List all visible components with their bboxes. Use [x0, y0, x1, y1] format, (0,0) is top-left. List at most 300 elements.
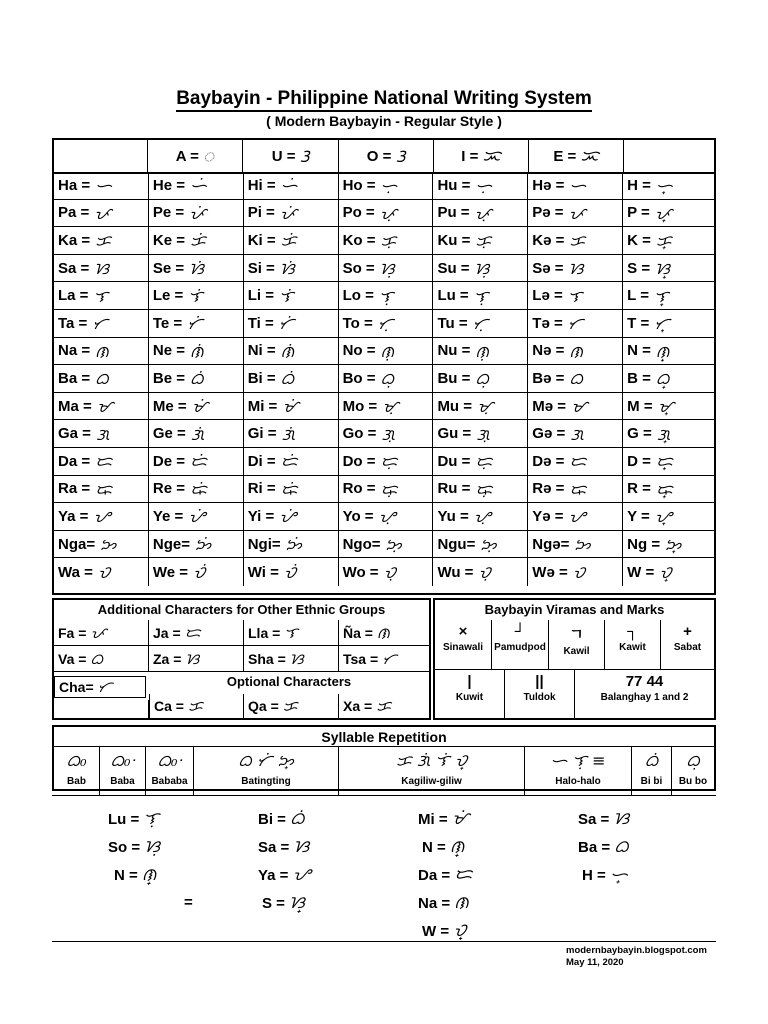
- syllable-label: Ngə=: [532, 535, 570, 553]
- footer-site: modernbaybayin.blogspot.com: [566, 945, 707, 956]
- syllable-cell: [244, 531, 339, 558]
- syllable-cell: [433, 503, 528, 530]
- syllable-cell: [623, 338, 718, 365]
- syllable-cell: [433, 393, 528, 420]
- syllable-cell: [433, 227, 528, 254]
- baybayin-glyph: ᜑ: [569, 176, 587, 196]
- syllable-cell: [244, 476, 339, 503]
- baybayin-glyph: ᜐ: [94, 259, 110, 279]
- baybayin-glyph: ᜈᜓ: [475, 341, 489, 361]
- syllable-cell: [339, 282, 434, 309]
- syllable-label: Nu =: [437, 342, 471, 360]
- syllable-cell: [339, 503, 434, 530]
- baybayin-glyph: ᜇᜒ: [189, 452, 207, 472]
- syllable-cell: [433, 282, 528, 309]
- mark-tuldok: || Tuldok: [505, 670, 575, 718]
- rep-bibi: ᜊᜒ Bi bi: [632, 747, 672, 796]
- baybayin-glyph: ᜊᜒ: [189, 369, 204, 389]
- baybayin-glyph: ᜅ: [100, 535, 117, 555]
- rep-bababa: ᜊ₀ᐧ Bababa: [146, 747, 194, 796]
- syllable-label: Ng =: [627, 535, 661, 553]
- additional-characters-heading: Additional Characters for Other Ethnic Groups: [97, 602, 386, 617]
- baybayin-glyph: ᜎ᜔: [653, 286, 669, 306]
- syllable-label: Ne =: [152, 342, 185, 360]
- syllable-cell: [528, 200, 623, 227]
- syllable-label: Mi =: [247, 397, 278, 415]
- syllable-cell: [528, 448, 623, 475]
- consonant-row: [54, 200, 714, 228]
- char-cell-cha: Cha= ᜆ: [54, 676, 146, 698]
- syllable-cell: [244, 310, 339, 337]
- baybayin-glyph: ᜌ: [568, 507, 586, 527]
- additional-characters-box: [52, 598, 431, 720]
- syllable-label: Tə =: [532, 314, 563, 332]
- baybayin-glyph: ᜏᜒ: [283, 563, 297, 583]
- syllable-cell: [339, 365, 434, 392]
- baybayin-glyph: ᜄ᜔: [656, 424, 671, 444]
- rep-bubo: ᜊᜓ Bu bo: [678, 751, 708, 787]
- empty-cell: [54, 700, 149, 718]
- empty-cell: [624, 140, 714, 172]
- syllable-cell: [623, 476, 718, 503]
- syllable-cell: [149, 393, 244, 420]
- syllable-label: Di =: [247, 452, 276, 470]
- syllable-cell: [339, 255, 434, 282]
- syllable-label: Pu =: [437, 204, 470, 222]
- page-title: Baybayin - Philippine National Writing System: [0, 88, 768, 110]
- syllable-label: H =: [627, 176, 651, 194]
- char-cell: Ja = ᜇ: [149, 620, 244, 646]
- syllable-label: L =: [627, 287, 649, 305]
- mark-balanghay: 77 44 Balanghay 1 and 2: [600, 673, 689, 703]
- syllable-label: Me =: [152, 397, 187, 415]
- vowel-row: [54, 140, 714, 174]
- mark-kawit: ┐ Kawit: [605, 620, 661, 670]
- syllable-label: Ku =: [437, 231, 471, 249]
- syllable-cell: [339, 200, 434, 227]
- syllable-label: Ba =: [58, 369, 91, 387]
- syllable-cell: [433, 531, 528, 558]
- optional-characters-heading: Optional Characters: [226, 674, 352, 689]
- baybayin-glyph: ᜃ: [95, 231, 111, 251]
- baybayin-glyph: ᜊᜓ: [475, 369, 489, 389]
- char-cell: Ña = ᜈ: [339, 620, 429, 646]
- baybayin-glyph: ᜋ: [571, 397, 588, 417]
- empty-cell: [54, 140, 148, 172]
- baybayin-glyph: ᜃ: [569, 231, 586, 251]
- baybayin-glyph: ᜇᜓ: [475, 452, 493, 472]
- syllable-label: Wu =: [437, 563, 474, 581]
- syllable-label: Wə =: [532, 563, 568, 581]
- baybayin-glyph: ᜎᜒ: [188, 286, 203, 306]
- vowel-cell: I = ᜁ: [434, 140, 529, 172]
- baybayin-glyph: ᜉᜓ: [474, 203, 492, 223]
- baybayin-glyph: ᜉᜒ: [279, 203, 297, 223]
- baybayin-glyph: ᜈᜒ: [189, 341, 204, 361]
- syllable-label: Ni =: [247, 342, 276, 360]
- syllable-cell: [244, 420, 339, 447]
- syllable-label: Hu =: [437, 176, 471, 194]
- baybayin-glyph: ᜌ: [93, 507, 110, 527]
- char-cell: Ca = ᜃ: [149, 694, 244, 718]
- viramas-box: [433, 598, 716, 720]
- rep-bab: ᜊ₀ Bab: [54, 747, 100, 796]
- syllable-cell: [149, 531, 244, 558]
- syllable-label: D =: [627, 452, 651, 470]
- baybayin-glyph: ᜎᜒ: [278, 286, 294, 306]
- syllable-label: Ngu=: [437, 535, 476, 553]
- syllable-cell: [528, 365, 623, 392]
- syllable-label: Du =: [437, 452, 471, 470]
- syllable-label: Bu =: [437, 369, 471, 387]
- syllable-label: To =: [342, 314, 373, 332]
- syllable-cell: [528, 420, 623, 447]
- mark-sinawali: × Sinawali: [435, 620, 492, 670]
- word-item: Da = ᜇ: [418, 865, 473, 885]
- syllable-label: Ta =: [58, 314, 88, 332]
- syllable-cell: [54, 282, 149, 309]
- word-item: Sa = ᜐ: [258, 837, 310, 857]
- syllable-cell: [433, 558, 528, 586]
- syllable-label: Yi =: [247, 507, 275, 525]
- baybayin-glyph: ᜅ᜔: [665, 535, 682, 555]
- syllable-label: Ga =: [58, 425, 91, 443]
- syllable-cell: [149, 476, 244, 503]
- baybayin-glyph: ᜇ: [95, 452, 112, 472]
- baybayin-glyph: ᜄ: [570, 424, 584, 444]
- consonant-row: [54, 420, 714, 448]
- mark-sabat: + Sabat: [661, 620, 714, 670]
- syllable-cell: [339, 476, 434, 503]
- consonant-row: [54, 310, 714, 338]
- syllable-cell: [433, 476, 528, 503]
- syllable-label: Yu =: [437, 507, 469, 525]
- baybayin-glyph: ᜆᜒ: [278, 314, 295, 334]
- baybayin-glyph: ᜅᜒ: [285, 535, 302, 555]
- baybayin-glyph: ᜄᜓ: [476, 424, 490, 444]
- syllable-cell: [528, 531, 623, 558]
- syllable-label: G =: [627, 425, 652, 443]
- syllable-label: Si =: [247, 259, 275, 277]
- syllable-cell: [54, 227, 149, 254]
- syllable-label: K =: [627, 231, 651, 249]
- syllable-label: La =: [58, 287, 89, 305]
- syllable-cell: [623, 282, 718, 309]
- syllable-cell: [339, 227, 434, 254]
- baybayin-glyph: ᜊᜒ: [280, 369, 295, 389]
- baybayin-glyph: ᜏᜒ: [193, 563, 206, 583]
- syllable-cell: [528, 227, 623, 254]
- syllable-cell: [528, 476, 623, 503]
- consonant-row: [54, 503, 714, 531]
- syllable-cell: [149, 255, 244, 282]
- syllable-cell: [528, 338, 623, 365]
- syllable-label: N =: [627, 342, 651, 360]
- syllable-label: B =: [627, 369, 651, 387]
- syllable-label: Sə =: [532, 259, 564, 277]
- syllable-label: Rə =: [532, 480, 565, 498]
- syllable-label: Bi =: [247, 369, 276, 387]
- syllable-cell: [54, 448, 149, 475]
- word-item: So = ᜐᜓ: [108, 837, 160, 857]
- word-item: H = ᜑ᜔: [582, 865, 628, 885]
- consonant-row: [54, 531, 714, 559]
- syllable-cell: [54, 200, 149, 227]
- baybayin-glyph: ᜎ: [567, 286, 583, 306]
- baybayin-glyph: ᜇᜒ: [280, 452, 298, 472]
- vowel-cell: E = ᜁ: [529, 140, 624, 172]
- syllable-cell: [623, 448, 718, 475]
- syllable-cell: [149, 282, 244, 309]
- syllable-cell: [528, 310, 623, 337]
- syllable-label: Nə =: [532, 342, 565, 360]
- rep-baba: ᜊ₀ᐧ Baba: [100, 747, 146, 796]
- baybayin-glyph: ᜋ᜔: [657, 397, 675, 417]
- syllable-label: Ti =: [247, 314, 274, 332]
- consonant-row: [54, 558, 714, 586]
- syllable-repetition-heading: Syllable Repetition: [321, 729, 447, 745]
- baybayin-glyph: ᜉᜓ: [379, 203, 397, 223]
- syllable-label: Ki =: [247, 231, 276, 249]
- syllable-cell: [54, 172, 149, 199]
- syllable-label: Ro =: [342, 480, 376, 498]
- baybayin-glyph: ᜏᜓ: [383, 563, 396, 583]
- syllable-label: Na =: [58, 342, 91, 360]
- syllable-label: Pə =: [532, 204, 564, 222]
- baybayin-glyph: ᜋᜓ: [382, 397, 399, 417]
- syllable-label: Su =: [437, 259, 470, 277]
- baybayin-glyph: ᜆ: [567, 314, 584, 334]
- baybayin-glyph: ᜐᜒ: [189, 259, 204, 279]
- baybayin-glyph: ᜇᜓ: [380, 452, 398, 472]
- syllable-label: M =: [627, 397, 653, 415]
- syllable-cell: [623, 227, 718, 254]
- syllable-cell: [149, 448, 244, 475]
- syllable-label: Pe =: [152, 204, 185, 222]
- syllable-label: Nga=: [58, 535, 96, 553]
- baybayin-glyph: ᜐᜓ: [474, 259, 490, 279]
- syllable-cell: [433, 310, 528, 337]
- baybayin-glyph: ᜆᜓ: [472, 314, 489, 334]
- syllable-cell: [54, 531, 149, 558]
- baybayin-glyph: ᜃᜓ: [380, 231, 397, 251]
- syllable-label: Də =: [532, 452, 565, 470]
- syllable-cell: [244, 393, 339, 420]
- baybayin-glyph: ᜍᜓ: [475, 479, 493, 499]
- word-item: Ya = ᜌ: [258, 865, 311, 885]
- syllable-cell: [149, 227, 244, 254]
- baybayin-glyph: ᜆᜓ: [377, 314, 394, 334]
- baybayin-glyph: ᜌᜓ: [473, 507, 491, 527]
- syllable-cell: [623, 255, 718, 282]
- syllable-label: Wo =: [342, 563, 379, 581]
- syllable-cell: [339, 531, 434, 558]
- syllable-label: Ge =: [152, 425, 186, 443]
- syllable-label: Ho =: [342, 176, 376, 194]
- char-cell: Za = ᜐ: [149, 646, 244, 672]
- baybayin-glyph: ᜌ᜔: [654, 507, 672, 527]
- baybayin-glyph: ᜃᜓ: [475, 231, 492, 251]
- char-cell: Tsa = ᜆ: [339, 646, 429, 672]
- baybayin-glyph: ᜈ: [95, 341, 109, 361]
- syllable-label: Lo =: [342, 287, 374, 305]
- word-item: N = ᜈ᜔: [114, 865, 157, 885]
- syllable-label: Go =: [342, 425, 377, 443]
- baybayin-glyph: ᜄᜒ: [190, 424, 205, 444]
- syllable-label: Se =: [152, 259, 185, 277]
- consonant-row: [54, 476, 714, 504]
- syllable-label: R =: [627, 480, 651, 498]
- syllable-label: Da =: [58, 452, 91, 470]
- baybayin-glyph: ᜃᜒ: [189, 231, 206, 251]
- baybayin-glyph: ᜎᜓ: [473, 286, 489, 306]
- word-item: Na = ᜈ: [418, 893, 469, 913]
- syllable-cell: [433, 365, 528, 392]
- vowel-cell: A = ᜀ: [148, 140, 243, 172]
- syllable-label: Wa =: [58, 563, 93, 581]
- baybayin-glyph: ᜅ: [574, 535, 591, 555]
- syllable-cell: [339, 558, 434, 586]
- rep-kagiliw: ᜃ ᜄᜒ ᜎᜒ ᜏ᜔ Kagiliw-giliw: [339, 747, 525, 796]
- baybayin-glyph: ᜅᜒ: [194, 535, 212, 555]
- syllable-label: Hi =: [247, 176, 276, 194]
- syllable-cell: [244, 503, 339, 530]
- syllable-label: Ke =: [152, 231, 185, 249]
- syllable-label: T =: [627, 314, 650, 332]
- syllable-label: Pa =: [58, 204, 90, 222]
- consonant-row: [54, 365, 714, 393]
- syllable-label: Ya =: [58, 507, 89, 525]
- syllable-label: So =: [342, 259, 375, 277]
- syllable-cell: [54, 558, 149, 586]
- baybayin-glyph: ᜇ᜔: [655, 452, 673, 472]
- baybayin-glyph: ᜑᜓ: [475, 176, 493, 196]
- syllable-cell: [623, 503, 718, 530]
- syllable-cell: [433, 200, 528, 227]
- char-cell: Qa = ᜃ: [244, 694, 339, 718]
- syllable-cell: [149, 338, 244, 365]
- baybayin-glyph: ᜅᜓ: [480, 535, 497, 555]
- syllable-cell: [528, 172, 623, 199]
- baybayin-glyph: ᜍᜒ: [189, 479, 207, 499]
- baybayin-glyph: ᜍᜒ: [280, 479, 298, 499]
- baybayin-glyph: ᜏ᜔: [659, 563, 672, 583]
- mark-kawil: ㄱ Kawil: [549, 620, 605, 670]
- syllable-label: Do =: [342, 452, 376, 470]
- baybayin-glyph: ᜎᜓ: [378, 286, 394, 306]
- syllable-label: Yo =: [342, 507, 374, 525]
- baybayin-glyph: ᜆᜒ: [187, 314, 203, 334]
- word-item: Lu = ᜎᜓ: [108, 809, 159, 829]
- syllable-label: Mu =: [437, 397, 473, 415]
- syllable-label: Po =: [342, 204, 375, 222]
- consonant-row: [54, 393, 714, 421]
- baybayin-glyph: ᜉᜒ: [189, 203, 207, 223]
- word-item: Ba = ᜊ: [578, 837, 629, 857]
- syllable-label: Re =: [152, 480, 185, 498]
- syllable-label: We =: [152, 563, 189, 581]
- syllable-cell: [149, 420, 244, 447]
- char-cell: Sha = ᜐ: [244, 646, 339, 672]
- syllable-label: Li =: [247, 287, 274, 305]
- syllable-label: Wi =: [247, 563, 279, 581]
- syllable-label: Ngo=: [342, 535, 381, 553]
- syllable-label: Te =: [152, 314, 183, 332]
- baybayin-glyph: ᜍ: [95, 479, 112, 499]
- syllable-label: Y =: [627, 507, 650, 525]
- syllable-label: S =: [627, 259, 651, 277]
- syllable-cell: [528, 393, 623, 420]
- syllable-cell: [244, 558, 339, 586]
- footer-divider: [52, 941, 716, 942]
- syllable-cell: [433, 255, 528, 282]
- consonant-row: [54, 448, 714, 476]
- word-item: Bi = ᜊᜒ: [258, 809, 305, 829]
- baybayin-glyph: ᜍᜓ: [380, 479, 398, 499]
- baybayin-glyph: ᜋᜓ: [477, 397, 494, 417]
- syllable-label: Be =: [152, 369, 185, 387]
- baybayin-glyph: ᜃᜒ: [280, 231, 297, 251]
- syllable-label: Yə =: [532, 507, 564, 525]
- baybayin-glyph: ᜍ: [569, 479, 587, 499]
- syllable-cell: [54, 476, 149, 503]
- syllable-cell: [149, 503, 244, 530]
- syllable-cell: [149, 172, 244, 199]
- word-item: Sa = ᜐ: [578, 809, 630, 829]
- rep-halo: ᜑ ᜎᜓ ≡ Halo-halo: [525, 747, 632, 796]
- baybayin-glyph: ᜑ᜔: [655, 176, 673, 196]
- syllable-cell: [149, 310, 244, 337]
- word-item: W = ᜏ᜔: [422, 921, 467, 941]
- syllable-label: Bə =: [532, 369, 565, 387]
- baybayin-glyph: ᜑ: [95, 176, 112, 196]
- baybayin-glyph: ᜈ᜔: [655, 341, 670, 361]
- syllable-cell: [339, 310, 434, 337]
- consonant-row: [54, 227, 714, 255]
- char-cell: Va = ᜊ: [54, 646, 149, 672]
- syllable-label: Ra =: [58, 480, 91, 498]
- vowel-cell: O = ᜂ: [339, 140, 434, 172]
- syllable-cell: [433, 172, 528, 199]
- viramas-heading: Baybayin Viramas and Marks: [484, 602, 665, 617]
- consonant-row: [54, 338, 714, 366]
- syllable-label: Gə =: [532, 425, 566, 443]
- syllable-cell: [244, 172, 339, 199]
- syllable-label: Lə =: [532, 287, 563, 305]
- syllable-label: Gi =: [247, 425, 277, 443]
- syllable-label: Tu =: [437, 314, 468, 332]
- syllable-cell: [339, 172, 434, 199]
- char-cell: Xa = ᜃ: [343, 697, 391, 715]
- syllable-label: No =: [342, 342, 376, 360]
- consonant-row: [54, 255, 714, 283]
- baybayin-glyph: ᜄᜒ: [281, 424, 295, 444]
- word-item: Mi = ᜋᜒ: [418, 809, 470, 829]
- baybayin-glyph: ᜊ: [569, 369, 584, 389]
- syllable-cell: [623, 420, 718, 447]
- baybayin-glyph: ᜐ᜔: [655, 259, 670, 279]
- baybayin-glyph: ᜅᜓ: [385, 535, 402, 555]
- syllable-cell: [528, 503, 623, 530]
- syllable-label: Bo =: [342, 369, 376, 387]
- syllable-cell: [244, 448, 339, 475]
- footer-date: May 11, 2020: [566, 957, 624, 968]
- baybayin-glyph: ᜉ᜔: [654, 203, 672, 223]
- baybayin-glyph: ᜄ: [95, 424, 110, 444]
- syllable-label: Hə =: [532, 176, 565, 194]
- syllable-label: Mə =: [532, 397, 567, 415]
- baybayin-glyph: ᜌᜓ: [378, 507, 396, 527]
